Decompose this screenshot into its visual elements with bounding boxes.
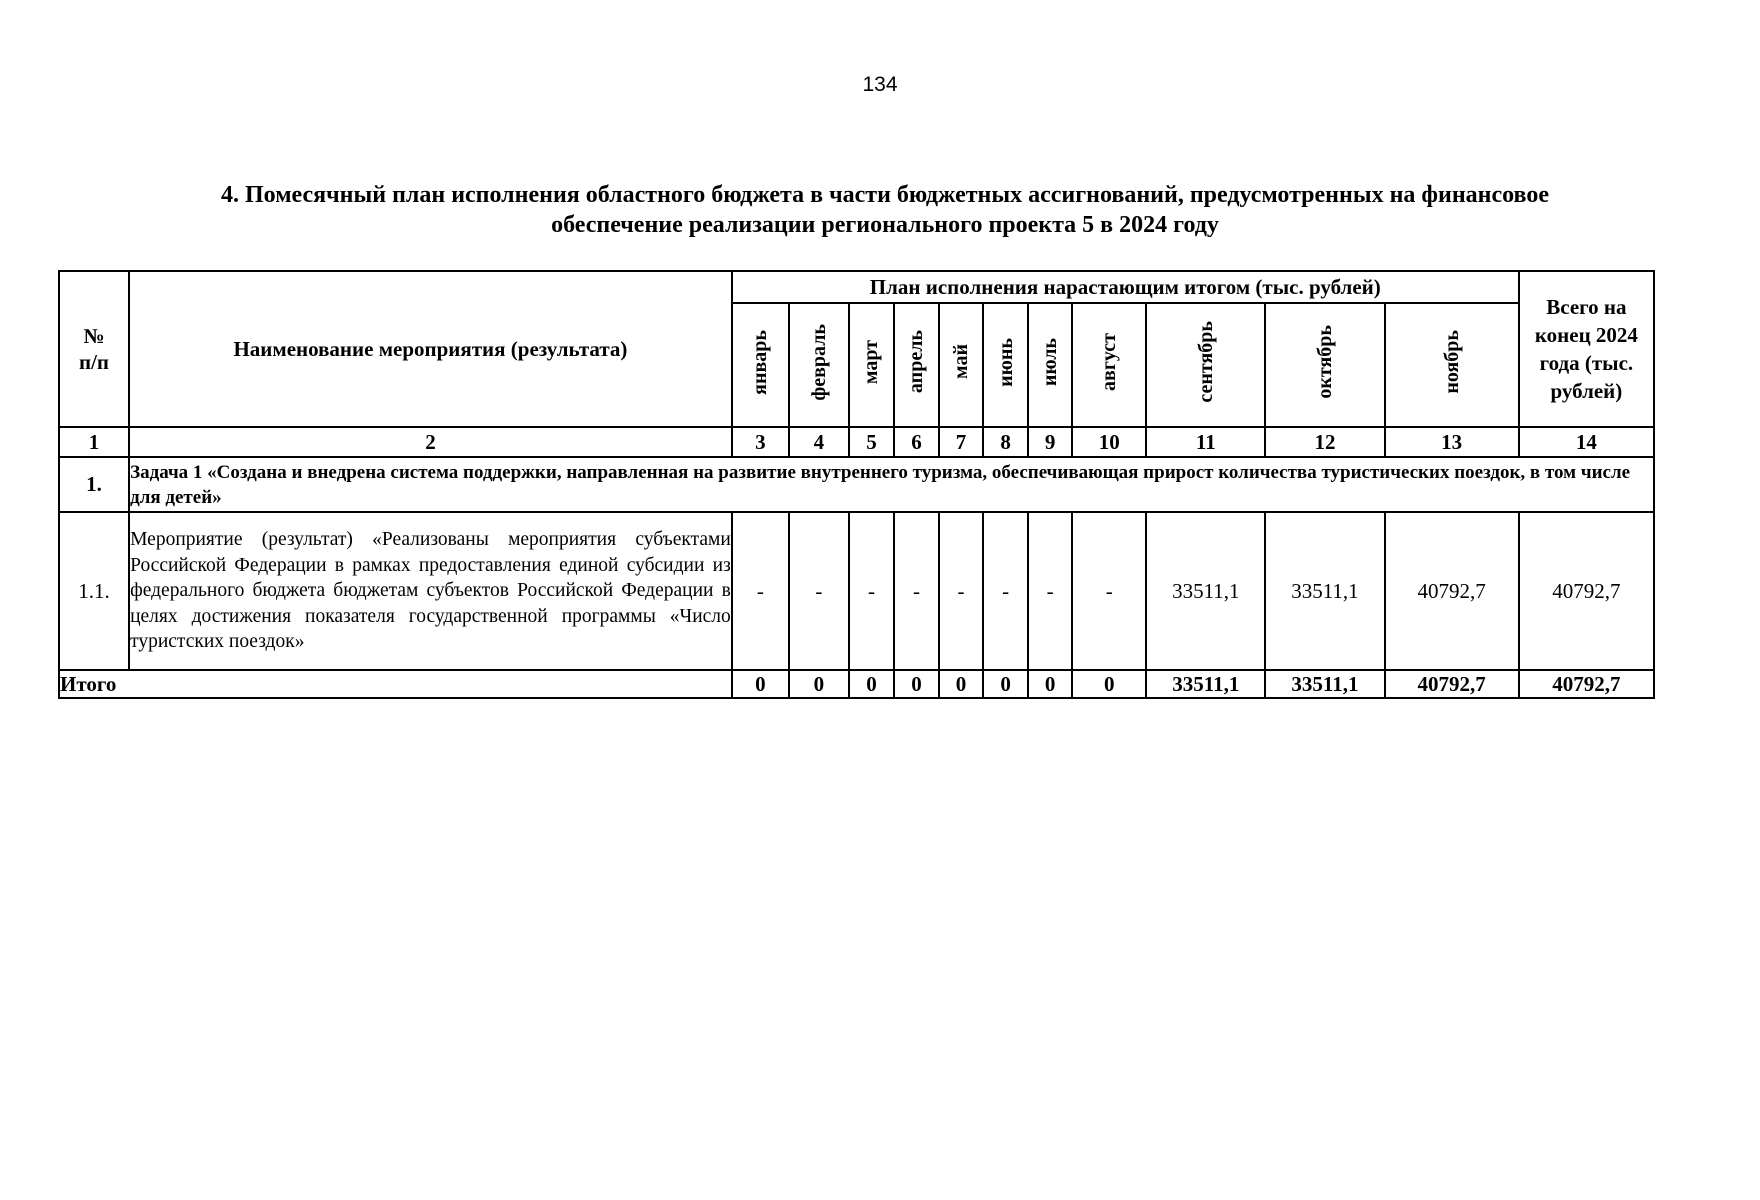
document-title-line-1: 4. Помесячный план исполнения областного бюджета в части бюджетных ассигнований, предусмотренных на финансовое — [221, 182, 1549, 208]
task-number: 1. — [59, 457, 129, 512]
header-num — [59, 271, 129, 427]
column-number: 4 — [789, 427, 849, 457]
header-plan-group: План исполнения нарастающим итогом (тыс. рублей) — [732, 271, 1519, 303]
total-value-feb: 0 — [789, 670, 849, 698]
header-row-1 — [59, 271, 1654, 303]
header-month-feb-label: февраль — [807, 323, 830, 401]
header-month-oct — [1265, 303, 1384, 427]
header-month-jul — [1028, 303, 1072, 427]
column-number: 3 — [732, 427, 789, 457]
total-value-nov: 40792,7 — [1385, 670, 1519, 698]
item-value-oct: 33511,1 — [1265, 512, 1384, 670]
column-number: 8 — [983, 427, 1028, 457]
header-month-jun-label: июнь — [994, 337, 1017, 387]
item-value-apr: - — [894, 512, 939, 670]
item-value-aug: - — [1072, 512, 1146, 670]
column-number: 1 — [59, 427, 129, 457]
header-total-label: Всего на конец 2024 года (тыс. рублей) — [1534, 295, 1638, 403]
total-value-oct: 33511,1 — [1265, 670, 1384, 698]
column-numbers-row — [59, 427, 1654, 457]
header-month-aug-label: август — [1098, 333, 1121, 391]
column-number: 6 — [894, 427, 939, 457]
total-value-jan: 0 — [732, 670, 789, 698]
total-value-jul: 0 — [1028, 670, 1072, 698]
item-value-feb: - — [789, 512, 849, 670]
total-value-mar: 0 — [849, 670, 894, 698]
header-month-apr — [894, 303, 939, 427]
column-number: 11 — [1146, 427, 1265, 457]
total-value-sep: 33511,1 — [1146, 670, 1265, 698]
header-month-nov-label: ноябрь — [1440, 330, 1463, 394]
column-number: 2 — [129, 427, 732, 457]
header-month-feb — [789, 303, 849, 427]
page-number: 134 — [862, 73, 898, 96]
header-month-may — [939, 303, 983, 427]
column-number: 7 — [939, 427, 983, 457]
item-value-jul: - — [1028, 512, 1072, 670]
header-month-oct-label: октябрь — [1313, 325, 1336, 399]
item-number: 1.1. — [59, 512, 129, 670]
header-month-sep-label: сентябрь — [1194, 321, 1217, 403]
item-value-jan: - — [732, 512, 789, 670]
total-value-apr: 0 — [894, 670, 939, 698]
column-number: 5 — [849, 427, 894, 457]
task-row — [59, 457, 1654, 512]
document-title — [110, 180, 1660, 240]
header-name: Наименование мероприятия (результата) — [129, 271, 732, 427]
header-month-jan — [732, 303, 789, 427]
total-value-jun: 0 — [983, 670, 1028, 698]
header-month-may-label: май — [950, 344, 973, 380]
header-month-aug — [1072, 303, 1146, 427]
budget-plan-table — [58, 270, 1655, 699]
item-value-total: 40792,7 — [1519, 512, 1654, 670]
item-row — [59, 512, 1654, 670]
header-month-apr-label: апрель — [905, 330, 928, 394]
item-value-mar: - — [849, 512, 894, 670]
column-number: 9 — [1028, 427, 1072, 457]
task-text: Задача 1 «Создана и внедрена система поддержки, направленная на развитие внутреннего туризма, обеспечивающая прирост количества туристических поездок, в том числе для детей» — [129, 457, 1654, 512]
item-value-may: - — [939, 512, 983, 670]
header-total — [1519, 271, 1654, 427]
header-month-mar — [849, 303, 894, 427]
item-value-nov: 40792,7 — [1385, 512, 1519, 670]
header-month-mar-label: март — [860, 339, 883, 385]
total-value-aug: 0 — [1072, 670, 1146, 698]
header-month-nov — [1385, 303, 1519, 427]
total-value-year: 40792,7 — [1519, 670, 1654, 698]
header-num-label: № п/п — [79, 324, 110, 374]
header-month-jul-label: июль — [1039, 337, 1062, 387]
column-number: 13 — [1385, 427, 1519, 457]
total-label: Итого — [59, 670, 732, 698]
column-number: 14 — [1519, 427, 1654, 457]
item-name: Мероприятие (результат) «Реализованы мероприятия субъектами Российской Федерации в рамках предоставления единой субсидии из федерального бюджета бюджетам субъектов Российской Федерации в целях достижения показателя государственной программы «Число туристских поездок» — [129, 512, 732, 670]
column-number: 12 — [1265, 427, 1384, 457]
total-row — [59, 670, 1654, 698]
header-month-sep — [1146, 303, 1265, 427]
document-title-line-2: обеспечение реализации регионального проекта 5 в 2024 году — [551, 212, 1219, 238]
item-value-jun: - — [983, 512, 1028, 670]
header-month-jun — [983, 303, 1028, 427]
item-value-sep: 33511,1 — [1146, 512, 1265, 670]
column-number: 10 — [1072, 427, 1146, 457]
header-month-jan-label: январь — [749, 329, 772, 395]
total-value-may: 0 — [939, 670, 983, 698]
